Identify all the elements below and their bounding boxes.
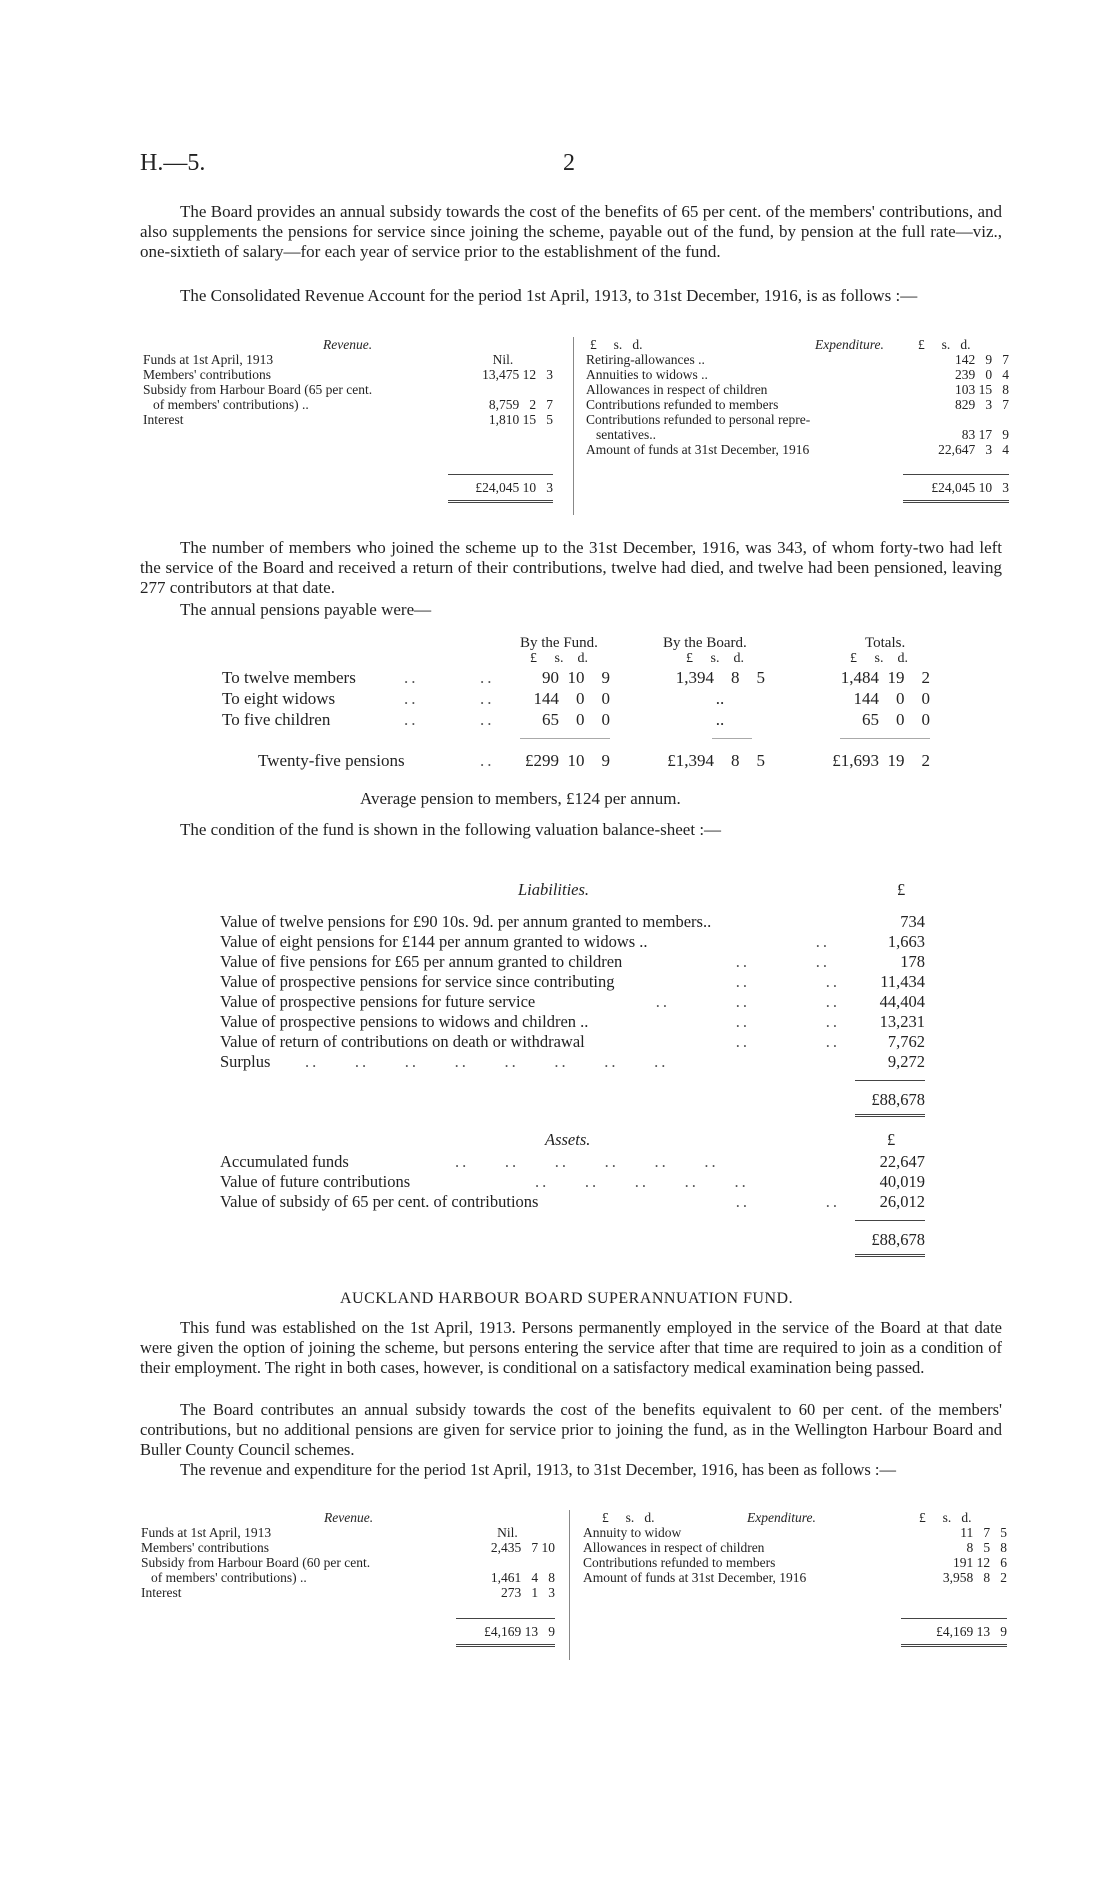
liabilities-heading: Liabilities.	[518, 880, 590, 899]
pension-row-board: ..	[715, 689, 725, 708]
expenditure-row: Contributions refunded to members 191 12 6	[583, 1555, 1007, 1570]
revenue-total: £24,045 10 3	[475, 480, 553, 495]
assets-heading: Assets.	[545, 1130, 591, 1149]
liability-row: Value of return of contributions on death or withdrawal .. .. 7,762	[220, 1032, 925, 1051]
revenue-heading: Revenue.	[323, 337, 373, 352]
expenditure-row: Amount of funds at 31st December, 1916 3,958 8 2	[583, 1570, 1007, 1585]
expenditure-currency-head: £ s. d.	[919, 1510, 972, 1525]
auckland-paragraph-3: The revenue and expenditure for the period 1st April, 1913, to 31st December, 1916, has been as follows :—	[180, 1460, 896, 1479]
assets-currency: £	[887, 1130, 896, 1149]
expenditure-total: £24,045 10 3	[931, 480, 1009, 495]
revenue-list	[141, 1525, 555, 1600]
expenditure-row: sentatives.. 83 17 9	[596, 427, 1009, 442]
pension-row-total: 144 0 0	[853, 689, 930, 708]
auckland-paragraph-2: The Board contributes an annual subsidy towards the cost of the benefits equivalent to 60 per cent. of the members' contributions, but no additional pensions are given for service prior to joining the fund, as in the Wellington Harbour Board and Buller County Council schemes.	[140, 1400, 1002, 1459]
expenditure-row: Retiring-allowances .. 142 9 7	[586, 352, 1009, 367]
intro-paragraph-1: The Board provides an annual subsidy towards the cost of the benefits of 65 per cent. of the members' contributions, and also supplements the pensions for service since joining the scheme, payable out of the fund, by pension at the full rate—viz., one-sixtieth of salary—for each year of service prior to the establishment of the fund.	[140, 202, 1002, 261]
liability-row: Value of twelve pensions for £90 10s. 9d. per annum granted to members.. 734	[220, 912, 925, 931]
expenditure-heading: Expenditure.	[815, 337, 884, 352]
pension-row-total: 65 0 0	[862, 710, 930, 729]
page-number: 2	[563, 150, 575, 176]
revenue-row: of members' contributions) .. 8,759 2 7	[153, 397, 553, 412]
asset-row: Value of future contributions .. .. .. .. .. 40,019	[220, 1172, 925, 1191]
revenue-row: Members' contributions 2,435 7 10	[141, 1540, 555, 1555]
revenue-row: Subsidy from Harbour Board (65 per cent.	[143, 382, 373, 397]
expenditure-row: Annuity to widow 11 7 5	[583, 1525, 1007, 1540]
expenditure-row: Contributions refunded to members 829 3 7	[586, 397, 1009, 412]
liability-row: Value of prospective pensions for service since contributing .. .. 11,434	[220, 972, 925, 991]
members-paragraph: The number of members who joined the scheme up to the 31st December, 1916, was 343, of whom forty-two had left the service of the Board and received a return of their contributions, twelve had died, and twelve had been pensioned, leaving 277 contributors at that date.	[140, 538, 1002, 597]
expenditure-row: Allowances in respect of children 8 5 8	[583, 1540, 1007, 1555]
asset-row: Value of subsidy of 65 per cent. of contributions .. .. 26,012	[220, 1192, 925, 1211]
expenditure-row: Amount of funds at 31st December, 1916 22,647 3 4	[586, 442, 1009, 457]
liability-row: Value of five pensions for £65 per annum granted to children .. .. 178	[220, 952, 925, 971]
revenue-row: Interest 1,810 15 5	[143, 412, 553, 427]
revenue-row: Subsidy from Harbour Board (60 per cent.	[141, 1555, 371, 1570]
revenue-row: Interest 273 1 3	[141, 1585, 555, 1600]
revenue-row: Members' contributions 13,475 12 3	[143, 367, 553, 382]
expenditure-row: Contributions refunded to personal repre-	[586, 412, 811, 427]
pension-total-fund: £299 10 9	[525, 751, 610, 770]
pensions-table: By the Fund. By the Board. Totals. £ s. d. £ s. d. £ s. d. To twelve members .. .. 90 10 9 1,394 8 5 1,484 19 2 To eight widows .. .. 144 0 0 .. 144 0 0 To five children .. .. 65 0 0 .. 65 0 0 Twenty-five pensions .. £299 10 9 £1,394 8 5 £1,693 19 2 Average pension to members, £124 per annum.	[222, 635, 930, 808]
lsd-fund: £ s. d.	[530, 651, 588, 666]
pension-row-fund: 144 0 0	[533, 689, 610, 708]
expenditure-currency-head: £ s. d.	[918, 337, 971, 352]
pension-row-label: To eight widows	[222, 689, 336, 708]
assets-total: £88,678	[871, 1230, 925, 1249]
revenue-currency-head: £ s. d.	[602, 1510, 655, 1525]
liabilities-total: £88,678	[871, 1090, 925, 1109]
revenue-currency-head: £ s. d.	[590, 337, 643, 352]
liability-row: Value of prospective pensions for future service .. .. .. 44,404	[220, 992, 925, 1011]
asset-row: Accumulated funds .. .. .. .. .. .. 22,647	[220, 1152, 925, 1171]
pension-row-label: To twelve members	[222, 668, 356, 687]
expenditure-list	[583, 1525, 1007, 1585]
pension-row-total: 1,484 19 2	[840, 668, 930, 687]
revenue-row: of members' contributions) .. 1,461 4 8	[151, 1570, 555, 1585]
pension-row-fund: 90 10 9	[542, 668, 610, 687]
lsd-board: £ s. d.	[686, 651, 744, 666]
liability-row: Value of prospective pensions to widows and children .. .. .. 13,231	[220, 1012, 925, 1031]
document-reference: H.—5.	[140, 150, 206, 176]
lsd-totals: £ s. d.	[850, 651, 908, 666]
col-by-fund: By the Fund.	[520, 635, 598, 651]
pension-row-board: 1,394 8 5	[675, 668, 765, 687]
col-by-board: By the Board.	[663, 635, 747, 651]
average-pension: Average pension to members, £124 per annum.	[360, 789, 681, 808]
pension-total-board: £1,394 8 5	[667, 751, 765, 770]
liability-row: Surplus .. .. .. .. .. .. .. .. 9,272	[220, 1052, 925, 1071]
revenue-row: Funds at 1st April, 1913 Nil.	[141, 1525, 518, 1540]
pension-row-label: To five children	[222, 710, 331, 729]
revenue-heading: Revenue.	[324, 1510, 374, 1525]
expenditure-heading: Expenditure.	[747, 1510, 816, 1525]
pensions-intro: The annual pensions payable were—	[180, 600, 432, 619]
expenditure-row: Annuities to widows .. 239 0 4	[586, 367, 1009, 382]
liabilities-currency: £	[897, 880, 906, 899]
col-totals: Totals.	[865, 635, 906, 651]
auckland-paragraph-1: This fund was established on the 1st April, 1913. Persons permanently employed in the service of the Board at that date were given the option of joining the scheme, but persons entering the service after that time are required to join as a condition of their employment. The right in both cases, however, is conditional on a satisfactory medical examination being passed.	[140, 1318, 1002, 1377]
expenditure-row: Allowances in respect of children 103 15 8	[586, 382, 1009, 397]
section-title: AUCKLAND HARBOUR BOARD SUPERANNUATION FUND.	[340, 1290, 794, 1307]
revenue-account-2	[141, 1510, 1007, 1670]
intro-paragraph-2: The Consolidated Revenue Account for the period 1st April, 1913, to 31st December, 1916, is as follows :—	[180, 286, 918, 305]
pension-total-label: Twenty-five pensions	[258, 751, 405, 770]
valuation-intro: The condition of the fund is shown in the following valuation balance-sheet :—	[180, 820, 722, 839]
pension-row-board: ..	[715, 710, 725, 729]
revenue-total: £4,169 13 9	[484, 1624, 555, 1639]
expenditure-total: £4,169 13 9	[936, 1624, 1007, 1639]
revenue-row: Funds at 1st April, 1913 Nil.	[143, 352, 514, 367]
pension-total-total: £1,693 19 2	[832, 751, 930, 770]
liability-row: Value of eight pensions for £144 per annum granted to widows .. .. 1,663	[220, 932, 925, 951]
pension-row-fund: 65 0 0	[542, 710, 610, 729]
